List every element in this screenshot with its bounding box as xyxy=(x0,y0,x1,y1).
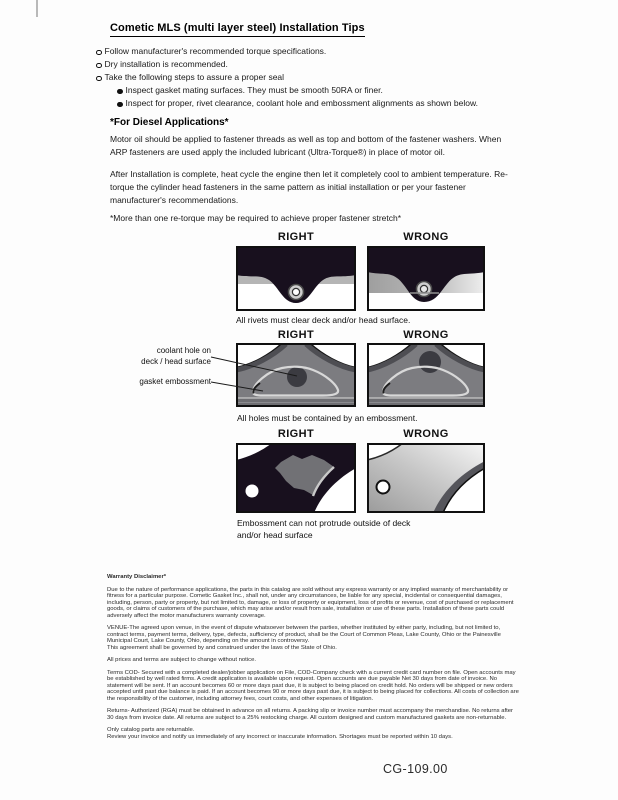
row3-caption: Embossment can not protrude outside of deck and/or head surface xyxy=(237,518,411,540)
gasket-embossment-callout: gasket embossment xyxy=(139,377,211,386)
row2-caption: All holes must be contained by an embossment. xyxy=(237,413,418,423)
installation-tips-list xyxy=(96,45,526,110)
tip-text: Take the following steps to assure a proper seal xyxy=(104,72,285,82)
list-item xyxy=(96,58,526,71)
bolt-hole-icon xyxy=(377,481,390,494)
diesel-paragraph-1: Motor oil should be applied to fastener threads as well as top and bottom of the fastener washers. When ARP fasteners are used apply the included lubricant (Ultra-Torque®) in place of motor oil. xyxy=(110,134,502,157)
diesel-applications-heading: *For Diesel Applications* xyxy=(110,117,229,128)
list-item xyxy=(96,71,526,84)
list-item xyxy=(117,84,526,97)
protrusion-right-diagram xyxy=(236,443,356,513)
disclaimer-paragraph: VENUE-The agreed upon venue, in the event of dispute whatsoever between the parties, whether instituted by either party, including, but not limited to, contract terms, payment terms, delivery, type, defects, sufficiency of product, shall be the Court of Common Pleas, Lake County, Ohio or the Painesville Municipal Court, Lake County, Ohio, depending on the amount in controversy. xyxy=(107,625,501,644)
tip-text: Dry installation is recommended. xyxy=(104,59,228,69)
dot-bullet-icon xyxy=(117,102,123,108)
scan-edge-artifact xyxy=(36,0,38,17)
page-number: CG-109.00 xyxy=(383,762,448,776)
rivet-clearance-right-diagram xyxy=(236,246,356,311)
disclaimer-paragraph: This agreement shall be governed by and construed under the laws of the State of Ohio. xyxy=(107,644,337,651)
row1-right-label: RIGHT xyxy=(277,231,315,243)
callout-text: deck / head surface xyxy=(141,356,211,366)
disclaimer-paragraph: Returns- Authorized (RGA) must be obtained in advance on all returns. A packing slip or invoice number must accompany the merchandise. No returns after 30 days from invoice date. All returns are subject to a 25% restocking charge. All custom designed and custom manufactured gaskets are non-returnable. xyxy=(107,708,514,721)
coolant-hole-callout xyxy=(98,346,211,367)
disclaimer-paragraph: All prices and terms are subject to change without notice. xyxy=(107,657,256,663)
circle-bullet-icon xyxy=(96,76,102,82)
tip-text: Follow manufacturer's recommended torque specifications. xyxy=(104,46,327,56)
warranty-disclaimer xyxy=(107,574,521,740)
disclaimer-paragraph: Terms COD- Secured with a completed dealer/jobber application on File, COD-Company check with a current credit card number on file. Open accounts may be established by well rated firms. A credit application is available upon request. Open accounts are due payable Net 30 days from date of invoice. No statement will be sent. If an account becomes 60 or more days past due, it is subject to being placed on credit hold. No orders will be shipped or new orders accepted until past due balance is paid. If an account becomes 90 or more days past due, it is subject to being placed for collections. All costs of collection are the responsibility of the customer, including attorney fees, court costs, and other expenses of litigation. xyxy=(107,669,519,702)
circle-bullet-icon xyxy=(96,63,102,69)
row2-wrong-label: WRONG xyxy=(403,329,449,341)
disclaimer-paragraph: Only catalog parts are returnable. xyxy=(107,727,195,733)
list-item xyxy=(96,45,526,58)
row3-wrong-label: WRONG xyxy=(403,428,449,440)
disclaimer-paragraph: Review your invoice and notify us immediately of any incorrect or inaccurate information. Shortages must be reported within 10 days. xyxy=(107,733,453,740)
row1-caption: All rivets must clear deck and/or head surface. xyxy=(236,315,411,325)
embossment-wrong-diagram xyxy=(367,343,485,407)
row2-right-label: RIGHT xyxy=(277,329,315,341)
disclaimer-paragraph: Due to the nature of performance applications, the parts in this catalog are sold without any express warranty or any implied warranty of merchantability or fitness for a particular purpose. Cometic Gasket Inc., shall not, under any circumstances, be liable for any special, incidental or consequential damages, including, person, party or property, but not limited to, damage, or loss of property or equipment, loss of profits or revenue, cost of purchased or replacement goods, or claims of customers of the purchase, which may arise and/or result from sale, installation or use of these parts. Installation of these parts could adversely affect the motor manufacturers warranty coverage. xyxy=(107,586,514,619)
tip-text: Inspect gasket mating surfaces. They must be smooth 50RA or finer. xyxy=(125,85,383,95)
coolant-hole-icon xyxy=(287,367,307,387)
dot-bullet-icon xyxy=(117,89,123,95)
rivet-clearance-wrong-diagram xyxy=(367,246,485,311)
row3-right-label: RIGHT xyxy=(277,428,315,440)
circle-bullet-icon xyxy=(96,50,102,56)
protrusion-wrong-diagram xyxy=(367,443,485,513)
coolant-hole-icon xyxy=(419,351,441,373)
embossment-right-diagram xyxy=(236,343,356,407)
page-title: Cometic MLS (multi layer steel) Installation Tips xyxy=(110,22,365,37)
list-item xyxy=(117,97,526,110)
retorque-note: *More than one re-torque may be required to achieve proper fastener stretch* xyxy=(110,213,402,223)
bolt-hole-icon xyxy=(246,485,259,498)
callout-text: coolant hole on xyxy=(156,346,211,355)
tip-text: Inspect for proper, rivet clearance, coolant hole and embossment alignments as shown below. xyxy=(125,98,478,108)
row1-wrong-label: WRONG xyxy=(403,231,449,243)
diesel-paragraph-2: After Installation is complete, heat cycle the engine then let it completely cool to ambient temperature. Re-torque the cylinder head fasteners in the same pattern as initial installation or per your fastener manufacturer's recommendations. xyxy=(110,169,508,205)
warranty-heading: Warranty Disclaimer* xyxy=(107,574,167,580)
